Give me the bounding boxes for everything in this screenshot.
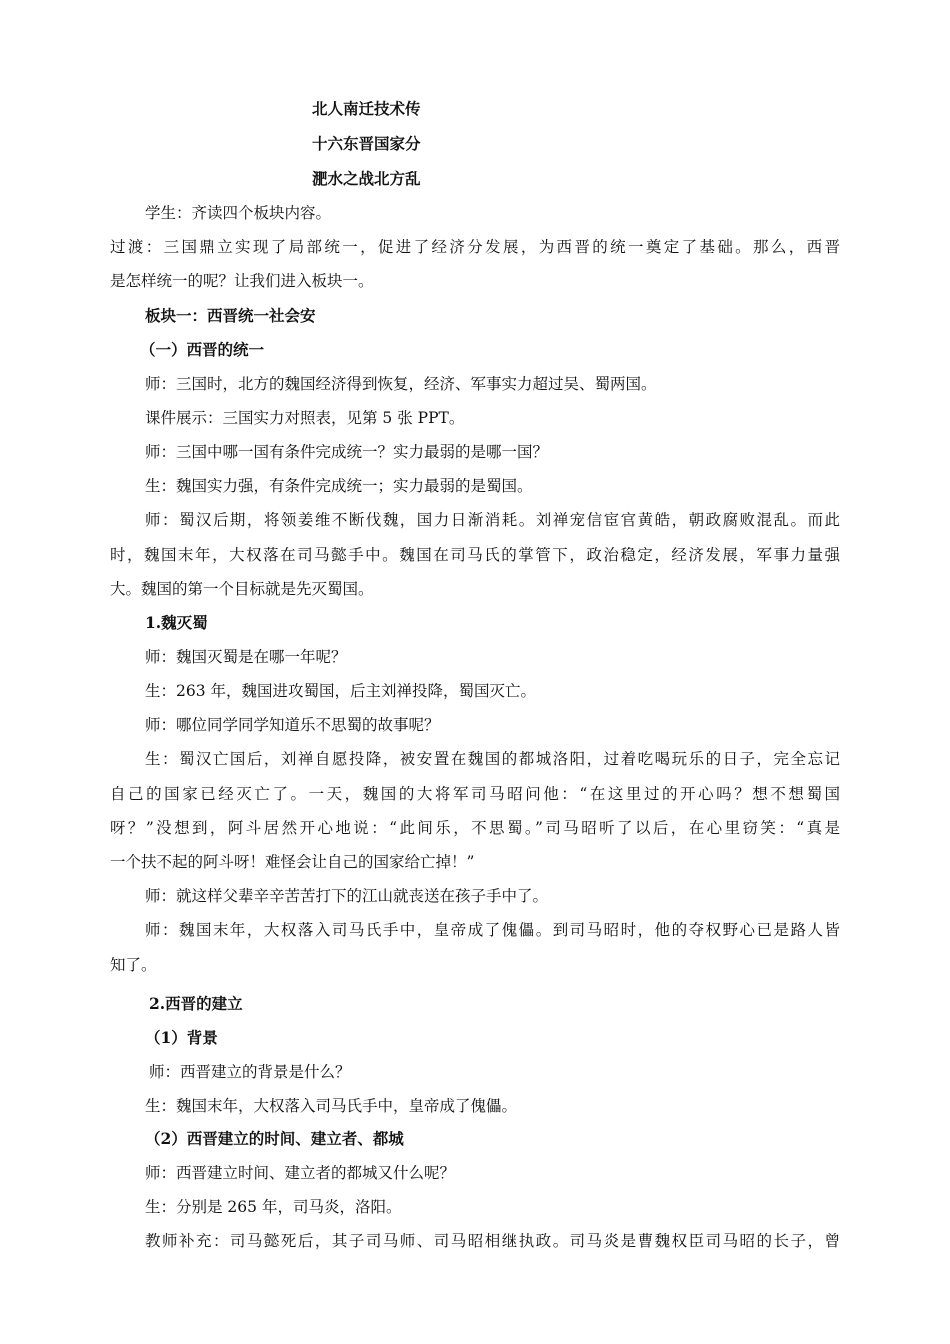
- poem-line-3: 淝水之战北方乱: [312, 169, 421, 188]
- paragraph-line: 师：蜀汉后期，将领姜维不断伐魏，国力日渐消耗。刘禅宠信宦官黄皓，朝政腐败混乱。而此: [145, 511, 840, 529]
- paragraph-line: 是怎样统一的呢？让我们进入板块一。: [110, 272, 374, 290]
- paragraph-line: 师：魏国末年，大权落入司马氏手中，皇帝成了傀儡。到司马昭时，他的夺权野心已是路人皆: [145, 921, 840, 939]
- paragraph-line: 生：蜀汉亡国后，刘禅自愿投降，被安置在魏国的都城洛阳，过着吃喝玩乐的日子，完全忘记: [145, 750, 840, 768]
- paragraph-line: 师：西晋建立的背景是什么？: [149, 1063, 351, 1081]
- paragraph-line: 自己的国家已经灭亡了。一天，魏国的大将军司马昭问他：“在这里过的开心吗？想不想蜀国: [110, 785, 840, 803]
- item-heading: 1.魏灭蜀: [145, 613, 208, 632]
- paragraph-line: 时，魏国末年，大权落在司马懿手中。魏国在司马氏的掌管下，政治稳定，经济发展，军事力量强: [110, 546, 840, 564]
- paragraph-line: 一个扶不起的阿斗呀！难怪会让自己的国家给亡掉！”: [110, 853, 475, 871]
- paragraph-line: 生：263 年，魏国进攻蜀国，后主刘禅投降，蜀国灭亡。: [145, 682, 537, 700]
- paragraph-line: 大。魏国的第一个目标就是先灭蜀国。: [110, 580, 374, 598]
- paragraph-line: 师：西晋建立时间、建立者的都城又什么呢？: [145, 1164, 456, 1182]
- paragraph-line: 师：三国中哪一国有条件完成统一？实力最弱的是哪一国？: [145, 443, 549, 461]
- poem-line-1: 北人南迁技术传: [312, 99, 421, 118]
- section-heading: 板块一：西晋统一社会安: [145, 306, 316, 325]
- item-subheading: （1）背景: [145, 1028, 218, 1047]
- paragraph-line: 师：魏国灭蜀是在哪一年呢？: [145, 648, 347, 666]
- paragraph-line: 过渡：三国鼎立实现了局部统一，促进了经济分发展，为西晋的统一奠定了基础。那么，西晋: [110, 238, 840, 256]
- paragraph-line: 学生：齐读四个板块内容。: [145, 204, 332, 222]
- paragraph-line: 师：三国时，北方的魏国经济得到恢复，经济、军事实力超过吴、蜀两国。: [145, 375, 657, 393]
- paragraph-line: 呀？”没想到，阿斗居然开心地说：“此间乐，不思蜀。”司马昭听了以后，在心里窃笑：“真是: [110, 819, 840, 837]
- paragraph-line: 课件展示：三国实力对照表，见第 5 张 PPT。: [145, 409, 465, 427]
- paragraph-line: 生：魏国实力强，有条件完成统一；实力最弱的是蜀国。: [145, 477, 533, 495]
- item-heading: 2.西晋的建立: [149, 994, 243, 1013]
- item-subheading: （2）西晋建立的时间、建立者、都城: [145, 1129, 404, 1148]
- poem-line-2: 十六东晋国家分: [312, 134, 421, 153]
- paragraph-line: 知了。: [110, 956, 157, 974]
- paragraph-line: 教师补充：司马懿死后，其子司马师、司马昭相继执政。司马炎是曹魏权臣司马昭的长子，曾: [145, 1232, 840, 1250]
- subsection-heading: （一）西晋的统一: [140, 340, 265, 359]
- paragraph-line: 生：魏国末年，大权落入司马氏手中，皇帝成了傀儡。: [145, 1097, 518, 1115]
- paragraph-line: 生：分别是 265 年，司马炎，洛阳。: [145, 1198, 402, 1216]
- paragraph-line: 师：哪位同学同学知道乐不思蜀的故事呢？: [145, 716, 440, 734]
- paragraph-line: 师：就这样父辈辛辛苦苦打下的江山就丧送在孩子手中了。: [145, 887, 549, 905]
